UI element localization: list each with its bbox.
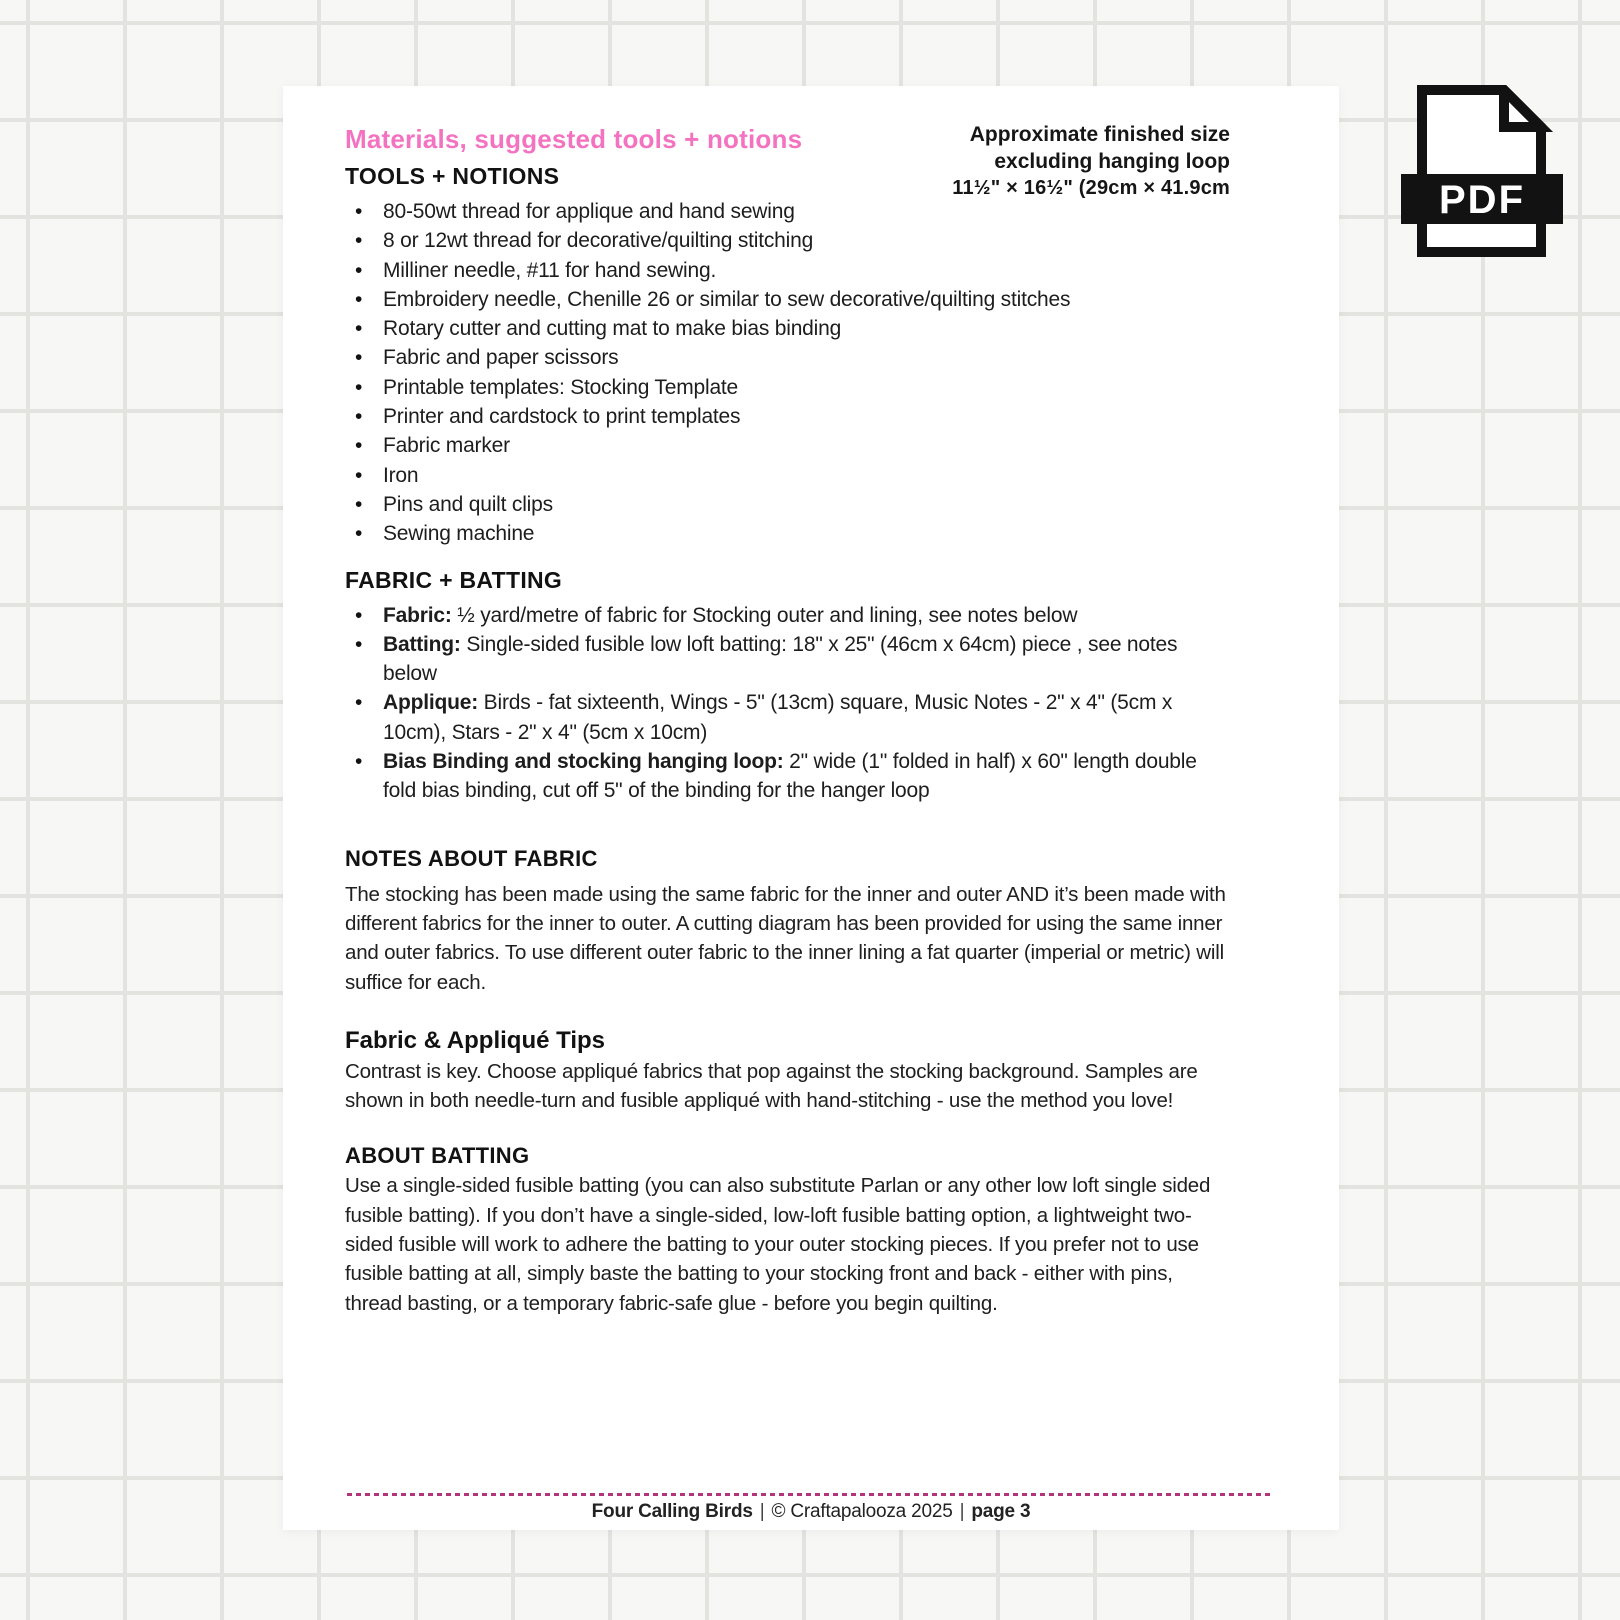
pdf-icon (1401, 85, 1563, 257)
footer-page-number: page 3 (971, 1501, 1031, 1522)
applique-tips-heading: Fabric & Appliqué Tips (345, 1026, 606, 1054)
footer-copyright: © Craftapalooza 2025 (771, 1501, 953, 1522)
footer-separator: | (959, 1501, 965, 1522)
footer-separator: | (759, 1501, 765, 1522)
fabric-batting-list (345, 601, 1230, 806)
list-item: • Applique: Birds - fat sixteenth, Wings - 5" (13cm) square, Music Notes - 2" x 4" (5cm x 10cm), Stars - 2" x 4" (5cm x 10cm) (345, 688, 1230, 747)
list-item: • Pins and quilt clips (345, 490, 1230, 519)
list-item: • 8 or 12wt thread for decorative/quilting stitching (345, 226, 1230, 255)
item-lead: Applique: (383, 691, 479, 715)
list-item: • Bias Binding and stocking hanging loop: 2" wide (1" folded in half) x 60" length double fold bias binding, cut off 5" of the binding for the hanger loop (345, 747, 1230, 806)
list-item: • Rotary cutter and cutting mat to make bias binding (345, 314, 1230, 343)
footer-dashed-divider (347, 1493, 1270, 1496)
applique-tips-body: Contrast is key. Choose appliqué fabrics that pop against the stocking background. Samples are shown in both needle-turn and fusible appliqué with hand-stitching - use the method you love! (345, 1059, 1198, 1113)
list-item: • Fabric and paper scissors (345, 343, 1230, 372)
tools-notions-list (345, 197, 1230, 549)
finished-size-line2: excluding hanging loop (994, 149, 1230, 173)
item-lead: Batting: (383, 632, 461, 656)
list-item: • Fabric marker (345, 431, 1230, 460)
pdf-label: PDF (1439, 178, 1525, 222)
list-item: • 80-50wt thread for applique and hand sewing (345, 197, 1230, 226)
fabric-batting-heading: FABRIC + BATTING (345, 566, 563, 593)
notes-about-fabric-body: The stocking has been made using the same fabric for the inner and outer AND it’s been made with different fabrics for the inner to outer. A cutting diagram has been provided for using the same inner and outer fabrics. To use different outer fabric to the inner lining a fat quarter (imperial or metric) will suffice for each. (345, 882, 1226, 994)
list-item: • Sewing machine (345, 519, 1230, 548)
list-item: • Embroidery needle, Chenille 26 or similar to sew decorative/quilting stitches (345, 285, 1230, 314)
item-lead: Fabric: (383, 603, 452, 627)
item-lead: Bias Binding and stocking hanging loop: (383, 750, 784, 774)
list-item: • Iron (345, 461, 1230, 490)
about-batting-heading: ABOUT BATTING (345, 1143, 530, 1169)
page-title: Materials, suggested tools + notions (345, 124, 803, 154)
finished-size-line1: Approximate finished size (969, 123, 1230, 146)
list-item: • Milliner needle, #11 for hand sewing. (345, 256, 1230, 285)
list-item: • Batting: Single-sided fusible low loft batting: 18" x 25" (46cm x 64cm) piece , see notes below (345, 630, 1230, 689)
pdf-file-badge (1401, 85, 1563, 257)
list-item: • Fabric: ½ yard/metre of fabric for Stocking outer and lining, see notes below (345, 601, 1230, 630)
tools-notions-heading: TOOLS + NOTIONS (345, 163, 560, 189)
notes-about-fabric-heading: NOTES ABOUT FABRIC (345, 845, 598, 871)
about-batting-body: Use a single-sided fusible batting (you can also substitute Parlan or any other low loft single sided fusible batting). If you don’t have a single-sided, low-loft fusible batting option, a lightweight two-sided fusible will work to adhere the batting to your outer stocking pieces. If you prefer not to use fusible batting at all, simply baste the batting to your stocking front and back - either with pins, thread basting, or a temporary fabric-safe glue - before you begin quilting. (345, 1174, 1211, 1315)
pdf-page-preview (283, 86, 1339, 1530)
finished-size-dimensions: 11½" × 16½" (29cm × 41.9cm (952, 177, 1230, 199)
footer-pattern-title: Four Calling Birds (591, 1501, 753, 1522)
finished-size-note (890, 122, 1230, 202)
page-footer (283, 1501, 1339, 1523)
list-item: • Printable templates: Stocking Template (345, 373, 1230, 402)
pdf-folded-corner (1504, 90, 1541, 127)
list-item: • Printer and cardstock to print templates (345, 402, 1230, 431)
